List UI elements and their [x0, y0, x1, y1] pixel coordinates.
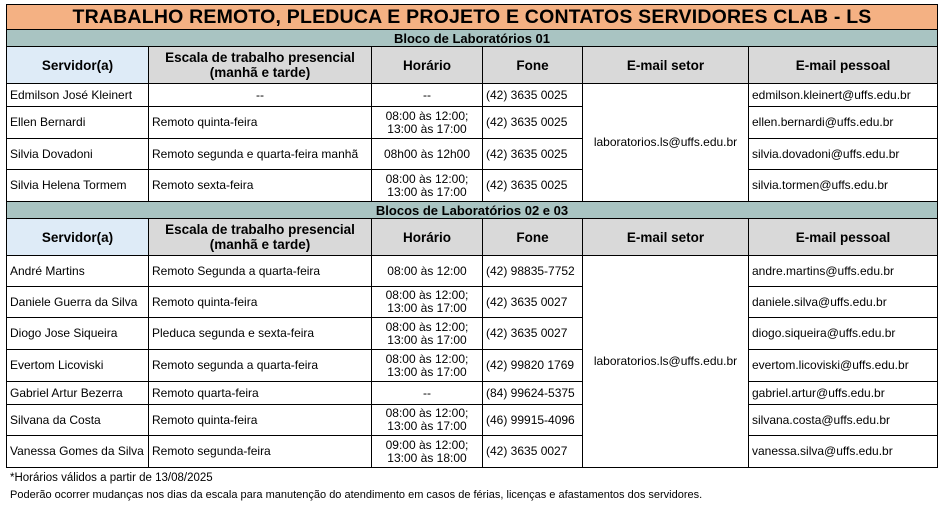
cell-horario: [372, 170, 483, 202]
col-header-email-pessoal: E-mail pessoal: [749, 219, 938, 256]
escala-header-line1: Escala de trabalho presencial: [165, 222, 355, 237]
cell-horario: [372, 256, 483, 287]
cell-email-pessoal[interactable]: ellen.bernardi@uffs.edu.br: [749, 107, 938, 139]
header-row: [7, 219, 938, 256]
cell-email-pessoal[interactable]: silvia.dovadoni@uffs.edu.br: [749, 139, 938, 170]
horario-line: 13:00 às 18:00: [387, 450, 467, 465]
cell-horario: [372, 405, 483, 436]
cell-email-pessoal[interactable]: silvia.tormen@uffs.edu.br: [749, 170, 938, 202]
cell-escala: Remoto segunda e quarta-feira manhã: [149, 139, 372, 170]
cell-horario: [372, 318, 483, 350]
cell-horario: [372, 350, 483, 382]
col-header-horario: Horário: [372, 47, 483, 84]
table-row: [7, 170, 938, 202]
table-row: [7, 318, 938, 350]
cell-email-pessoal[interactable]: gabriel.artur@uffs.edu.br: [749, 382, 938, 405]
cell-fone: (42) 3635 0027: [483, 436, 583, 468]
col-header-servidor: Servidor(a): [7, 219, 149, 256]
horario-line: 08:00 às 12:00;: [385, 108, 469, 123]
cell-email-setor[interactable]: laboratorios.ls@uffs.edu.br: [583, 256, 749, 468]
horario-line: 08h00 às 12h00: [383, 146, 471, 161]
cell-escala: Remoto quinta-feira: [149, 107, 372, 139]
cell-servidor: Evertom Licoviski: [7, 350, 149, 382]
cell-email-pessoal[interactable]: vanessa.silva@uffs.edu.br: [749, 436, 938, 468]
col-header-email-pessoal: E-mail pessoal: [749, 47, 938, 84]
cell-email-pessoal[interactable]: andre.martins@uffs.edu.br: [749, 256, 938, 287]
cell-escala: Pleduca segunda e sexta-feira: [149, 318, 372, 350]
horario-line: 13:00 às 17:00: [387, 332, 467, 347]
cell-servidor: Ellen Bernardi: [7, 107, 149, 139]
section-row: [7, 30, 938, 47]
cell-horario: [372, 436, 483, 468]
cell-fone: (84) 99624-5375: [483, 382, 583, 405]
cell-horario: [372, 287, 483, 318]
escala-header-line1: Escala de trabalho presencial: [165, 50, 355, 65]
horario-line: 13:00 às 17:00: [387, 184, 467, 199]
cell-fone: (42) 99820 1769: [483, 350, 583, 382]
horario-line: --: [423, 87, 431, 102]
col-header-servidor: Servidor(a): [7, 47, 149, 84]
horario-line: 13:00 às 17:00: [387, 301, 467, 315]
cell-fone: (46) 99915-4096: [483, 405, 583, 436]
col-header-escala: [149, 47, 372, 84]
col-header-fone: Fone: [483, 219, 583, 256]
col-header-email-setor: E-mail setor: [583, 219, 749, 256]
page-title: TRABALHO REMOTO, PLEDUCA E PROJETO E CONTATOS SERVIDORES CLAB - LS: [7, 5, 938, 30]
section-title: Bloco de Laboratórios 01: [7, 30, 938, 47]
horario-line: 08:00 às 12:00;: [385, 171, 469, 186]
cell-servidor: Silvia Dovadoni: [7, 139, 149, 170]
cell-servidor: Gabriel Artur Bezerra: [7, 382, 149, 405]
cell-fone: (42) 98835-7752: [483, 256, 583, 287]
cell-servidor: Edmilson José Kleinert: [7, 84, 149, 107]
col-header-escala: [149, 219, 372, 256]
horario-line: 08:00 às 12:00;: [385, 319, 469, 334]
cell-horario: [372, 107, 483, 139]
cell-escala: Remoto quinta-feira: [149, 287, 372, 318]
cell-servidor: André Martins: [7, 256, 149, 287]
cell-email-setor[interactable]: laboratorios.ls@uffs.edu.br: [583, 84, 749, 202]
cell-escala: Remoto segunda a quarta-feira: [149, 350, 372, 382]
cell-horario: [372, 139, 483, 170]
cell-email-pessoal[interactable]: evertom.licoviski@uffs.edu.br: [749, 350, 938, 382]
horario-line: 08:00 às 12:00: [387, 263, 467, 278]
footnote-changes: Poderão ocorrer mudanças nos dias da escala para manutenção do atendimento em casos de férias, licenças e afastamentos dos servidores.: [10, 489, 703, 501]
col-header-horario: Horário: [372, 219, 483, 256]
cell-servidor: Silvana da Costa: [7, 405, 149, 436]
table-row: [7, 350, 938, 382]
cell-fone: (42) 3635 0025: [483, 170, 583, 202]
contacts-table: [6, 4, 938, 468]
table-row: [7, 287, 938, 318]
cell-horario: [372, 84, 483, 107]
footnote-validity: *Horários válidos a partir de 13/08/2025: [10, 472, 213, 484]
cell-horario: [372, 382, 483, 405]
cell-escala: Remoto Segunda a quarta-feira: [149, 256, 372, 287]
cell-escala: Remoto segunda-feira: [149, 436, 372, 468]
cell-fone: (42) 3635 0025: [483, 139, 583, 170]
horario-line: 08:00 às 12:00;: [385, 351, 469, 366]
header-row: [7, 47, 938, 84]
section-title: Blocos de Laboratórios 02 e 03: [7, 202, 938, 219]
cell-fone: (42) 3635 0025: [483, 107, 583, 139]
escala-header-line2: (manhã e tarde): [209, 237, 311, 252]
cell-servidor: Vanessa Gomes da Silva: [7, 436, 149, 468]
cell-fone: (42) 3635 0027: [483, 318, 583, 350]
cell-fone: (42) 3635 0027: [483, 287, 583, 318]
table-row: [7, 107, 938, 139]
horario-line: 08:00 às 12:00;: [385, 406, 469, 420]
table-row: [7, 84, 938, 107]
cell-servidor: Daniele Guerra da Silva: [7, 287, 149, 318]
horario-line: --: [423, 385, 431, 400]
table-row: [7, 436, 938, 468]
horario-line: 13:00 às 17:00: [387, 364, 467, 379]
col-header-fone: Fone: [483, 47, 583, 84]
cell-email-pessoal[interactable]: daniele.silva@uffs.edu.br: [749, 287, 938, 318]
table-row: [7, 405, 938, 436]
horario-line: 09:00 às 12:00;: [385, 437, 469, 452]
cell-servidor: Diogo Jose Siqueira: [7, 318, 149, 350]
cell-servidor: Silvia Helena Tormem: [7, 170, 149, 202]
horario-line: 13:00 às 17:00: [387, 121, 467, 136]
cell-email-pessoal[interactable]: silvana.costa@uffs.edu.br: [749, 405, 938, 436]
cell-escala: --: [149, 84, 372, 107]
col-header-email-setor: E-mail setor: [583, 47, 749, 84]
cell-fone: (42) 3635 0025: [483, 84, 583, 107]
table-row: [7, 256, 938, 287]
cell-escala: Remoto sexta-feira: [149, 170, 372, 202]
table-row: [7, 382, 938, 405]
horario-line: 13:00 às 17:00: [387, 419, 467, 433]
horario-line: 08:00 às 12:00;: [385, 288, 469, 302]
escala-header-line2: (manhã e tarde): [209, 65, 311, 80]
cell-email-pessoal[interactable]: diogo.siqueira@uffs.edu.br: [749, 318, 938, 350]
cell-escala: Remoto quarta-feira: [149, 382, 372, 405]
cell-email-pessoal[interactable]: edmilson.kleinert@uffs.edu.br: [749, 84, 938, 107]
section-row: [7, 202, 938, 219]
table-row: [7, 139, 938, 170]
cell-escala: Remoto quinta-feira: [149, 405, 372, 436]
